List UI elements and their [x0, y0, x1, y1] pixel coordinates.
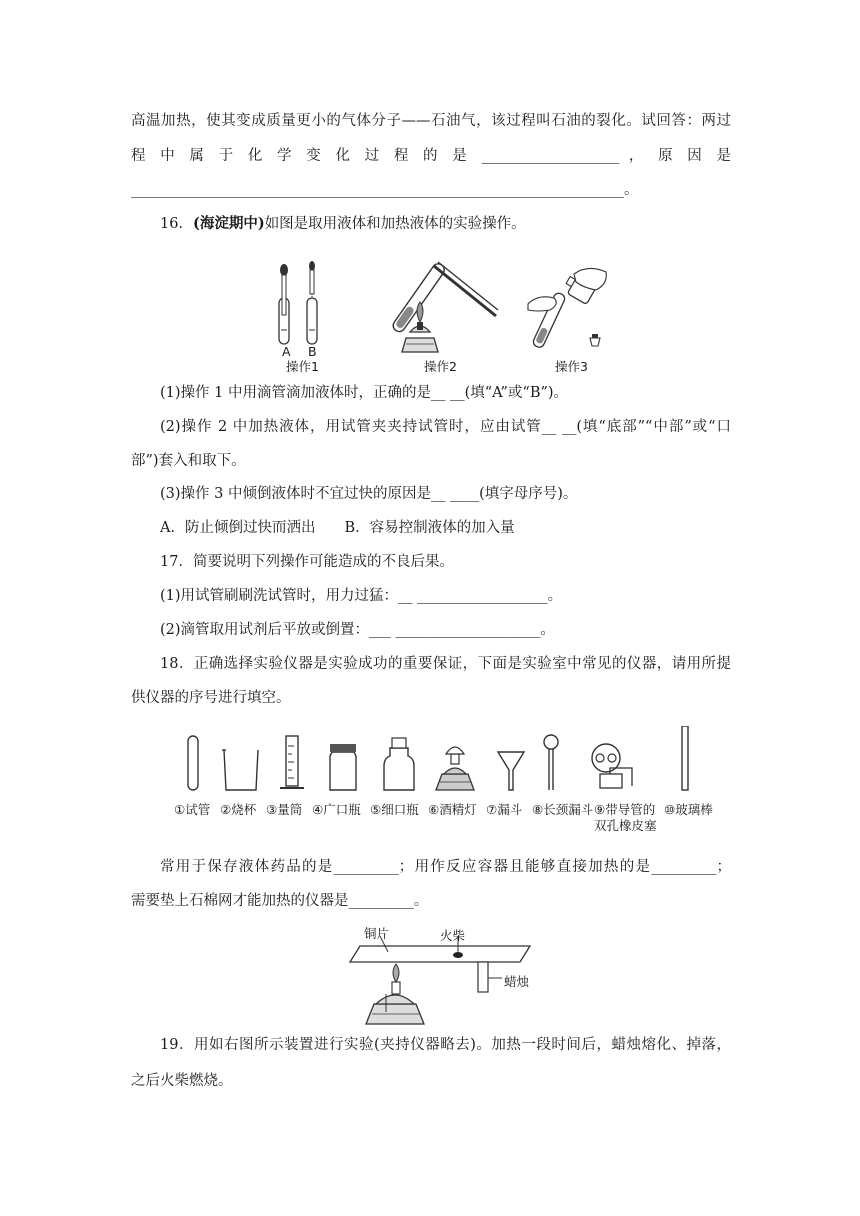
q16-part-2-line-1: (2)操作 2 中加热液体，用试管夹夹持试管时，应由试管__ __(填“底部”“中部”或“口: [160, 419, 731, 435]
instruments-figure: [180, 726, 710, 792]
q18-fill-line-1: 常用于保存液体药品的是_________；用作反应容器且能够直接加热的是_________；: [160, 859, 731, 875]
q18-stem-line-1: 18．正确选择实验仪器是实验成功的重要保证，下面是实验室中常见的仪器，请用所提: [160, 656, 731, 672]
q16-intro: 如图是取用液体和加热液体的实验操作。: [264, 216, 526, 232]
instrument-label-4: ④广口瓶: [312, 802, 361, 817]
q15-line-3: ____________________________________________________________________。: [131, 182, 639, 198]
q16-part-2-line-2: 部”)套入和取下。: [131, 453, 246, 469]
instrument-label-9: ⑨带导管的: [594, 802, 656, 817]
q16-source: (海淀期中): [192, 215, 265, 232]
operation-2-figure: [392, 240, 502, 358]
q15-line-2: 程 中 属 于 化 学 变 化 过 程 的 是 ___________________ ， 原 因 是: [131, 148, 731, 164]
long-neck-funnel-icon: [544, 735, 558, 790]
q18-stem-line-2: 供仪器的序号进行填空。: [131, 690, 291, 706]
q19-line-2: 之后火柴燃烧。: [131, 1073, 233, 1089]
operation-3-figure: [520, 264, 610, 356]
glass-rod-icon: [682, 726, 688, 790]
candle-label: 蜡烛: [504, 974, 530, 989]
beaker-icon: [222, 750, 258, 790]
q15-line-1: 高温加热，使其变成质量更小的气体分子——石油气，该过程叫石油的裂化。试回答：两过: [131, 113, 731, 129]
q19-line-1: 19．用如右图所示装置进行实验(夹持仪器略去)。加热一段时间后，蜡烛熔化、掉落，: [160, 1037, 731, 1053]
operation-1-caption: 操作1: [286, 359, 319, 374]
operation-3-caption: 操作3: [555, 359, 588, 374]
copper-plate-label: 铜片: [364, 926, 390, 941]
q16-options: A．防止倾倒过快而洒出 B．容易控制液体的加入量: [160, 520, 515, 536]
q17-stem: 17．简要说明下列操作可能造成的不良后果。: [160, 554, 454, 570]
q16-number: 16．: [160, 216, 193, 232]
instrument-label-6: ⑥酒精灯: [428, 802, 477, 817]
alcohol-lamp-icon: [436, 747, 474, 790]
q17-part-2: (2)滴管取用试剂后平放或倒置：___ ____________________。: [160, 622, 555, 638]
instrument-label-10: ⑩玻璃棒: [664, 802, 713, 817]
q16-part-3: (3)操作 3 中倾倒液体时不宜过快的原因是__ ____(填字母序号)。: [160, 486, 578, 502]
test-tube-icon: [188, 736, 198, 790]
q16-stem: [160, 214, 526, 234]
q16-part-1: (1)操作 1 中用滴管滴加液体时，正确的是__ __(填“A”或“B”)。: [160, 385, 569, 401]
rubber-stopper-icon: [592, 744, 632, 788]
match-label: 火柴: [440, 928, 466, 943]
funnel-icon: [498, 752, 524, 790]
instrument-label-1: ①试管: [174, 802, 211, 817]
operation-1-label-b: B: [308, 344, 317, 359]
instrument-label-3: ③量筒: [266, 802, 303, 817]
wide-mouth-bottle-icon: [330, 744, 356, 790]
instrument-label-8: ⑧长颈漏斗: [532, 802, 594, 817]
instrument-label-2: ②烧杯: [220, 802, 257, 817]
q17-part-1: (1)用试管刷刷洗试管时，用力过猛：__ __________________。: [160, 588, 563, 604]
narrow-mouth-bottle-icon: [384, 738, 414, 790]
instrument-label-5: ⑤细口瓶: [370, 802, 419, 817]
instrument-label-7: ⑦漏斗: [486, 802, 523, 817]
operation-2-caption: 操作2: [424, 359, 457, 374]
graduated-cylinder-icon: [280, 736, 304, 788]
instrument-label-9-line-2: 双孔橡皮塞: [594, 818, 657, 833]
operation-1-label-a: A: [282, 344, 291, 359]
q18-fill-line-2: 需要垫上石棉网才能加热的仪器是_________。: [131, 893, 429, 909]
